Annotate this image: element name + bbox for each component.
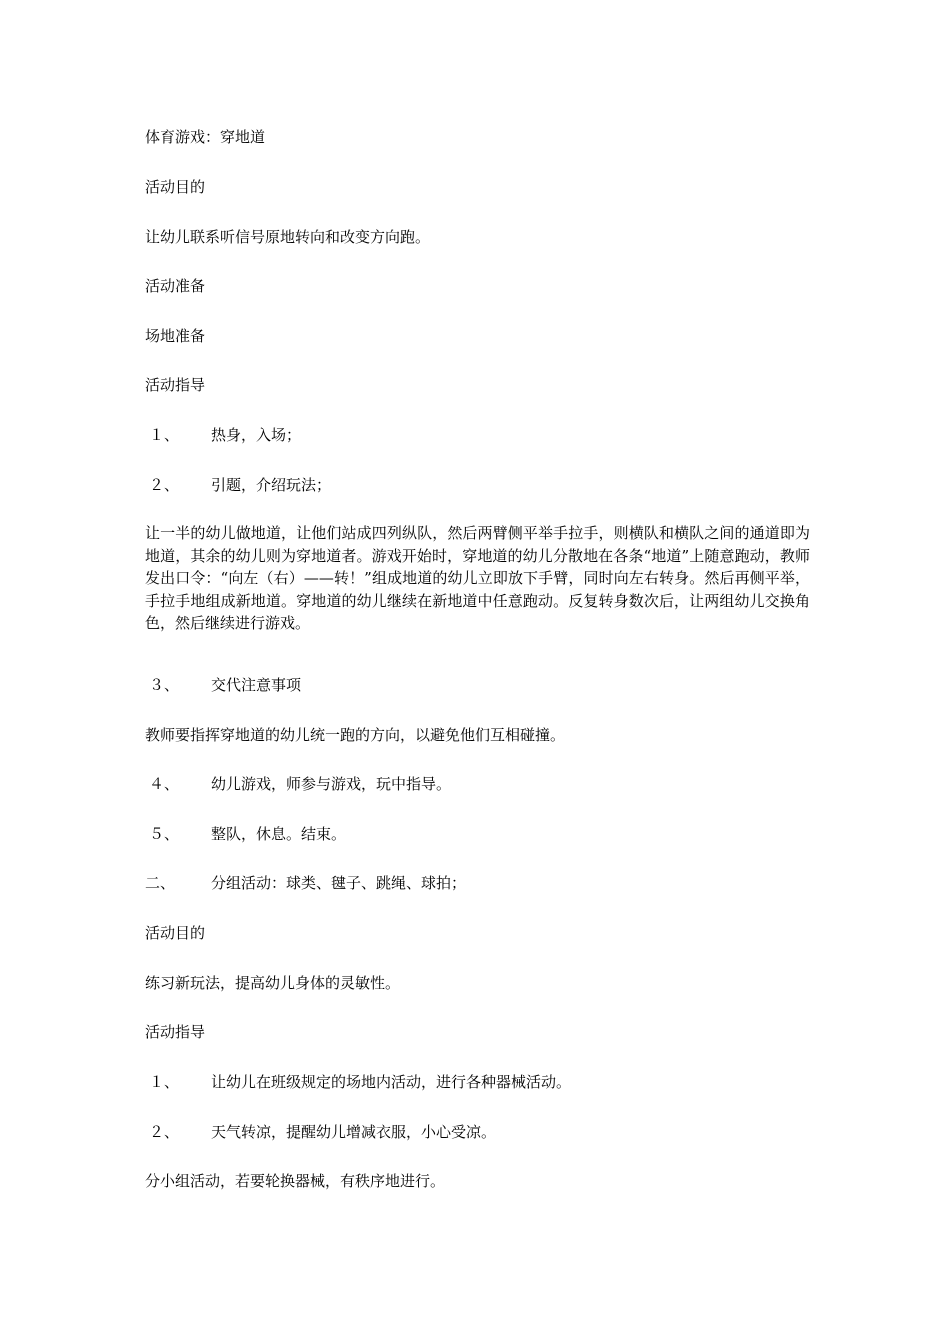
step-2 [145, 476, 810, 494]
step-3 [145, 676, 810, 694]
guide-heading: 活动指导 [145, 376, 206, 394]
purpose-heading: 活动目的 [145, 178, 206, 196]
step-3-text: 交代注意事项 [211, 676, 302, 694]
prep-heading: 活动准备 [145, 277, 206, 295]
step-5 [145, 825, 810, 843]
guide2-step-2-number: ２、 [149, 1123, 180, 1141]
guide2-step-2 [145, 1123, 810, 1141]
purpose2-text: 练习新玩法，提高幼儿身体的灵敏性。 [145, 974, 401, 992]
step-5-text: 整队，休息。结束。 [211, 825, 347, 843]
step-2-number: ２、 [149, 476, 180, 494]
step-3-number: ３、 [149, 676, 180, 694]
guide2-step-1 [145, 1073, 810, 1091]
purpose2-heading: 活动目的 [145, 924, 206, 942]
guide2-heading: 活动指导 [145, 1023, 206, 1041]
step-1-text: 热身，入场； [211, 426, 302, 444]
purpose-text: 让幼儿联系听信号原地转向和改变方向跑。 [145, 228, 431, 246]
step-5-number: ５、 [149, 825, 180, 843]
guide2-step-1-text: 让幼儿在班级规定的场地内活动，进行各种器械活动。 [211, 1073, 572, 1091]
closing-text: 分小组活动，若要轮换器械，有秩序地进行。 [145, 1172, 446, 1190]
caution-text: 教师要指挥穿地道的幼儿统一跑的方向，以避免他们互相碰撞。 [145, 726, 566, 744]
guide2-step-1-number: １、 [149, 1073, 180, 1091]
step-2-text: 引题，介绍玩法； [211, 476, 332, 494]
step-4 [145, 775, 810, 793]
game-description: 让一半的幼儿做地道，让他们站成四列纵队，然后两臂侧平举手拉手，则横队和横队之间的通道即为地道，其余的幼儿则为穿地道者。游戏开始时，穿地道的幼儿分散地在各条“地道”上随意跑动，教师发出口令：“向左（右）——转！”组成地道的幼儿立即放下手臂，同时向左右转身。然后再侧平举，手拉手地组成新地道。穿地道的幼儿继续在新地道中任意跑动。反复转身数次后，让两组幼儿交换角色，然后继续进行游戏。 [145, 524, 810, 632]
step-1-number: １、 [149, 426, 180, 444]
section-2-number: 二、 [145, 874, 176, 892]
venue-prep: 场地准备 [145, 327, 206, 345]
step-4-number: ４、 [149, 775, 180, 793]
section-2 [145, 874, 810, 892]
doc-title: 体育游戏：穿地道 [145, 128, 266, 146]
section-2-text: 分组活动：球类、毽子、跳绳、球拍； [211, 874, 467, 892]
step-1 [145, 426, 810, 444]
step-4-text: 幼儿游戏，师参与游戏，玩中指导。 [211, 775, 452, 793]
guide2-step-2-text: 天气转凉，提醒幼儿增减衣服，小心受凉。 [211, 1123, 497, 1141]
